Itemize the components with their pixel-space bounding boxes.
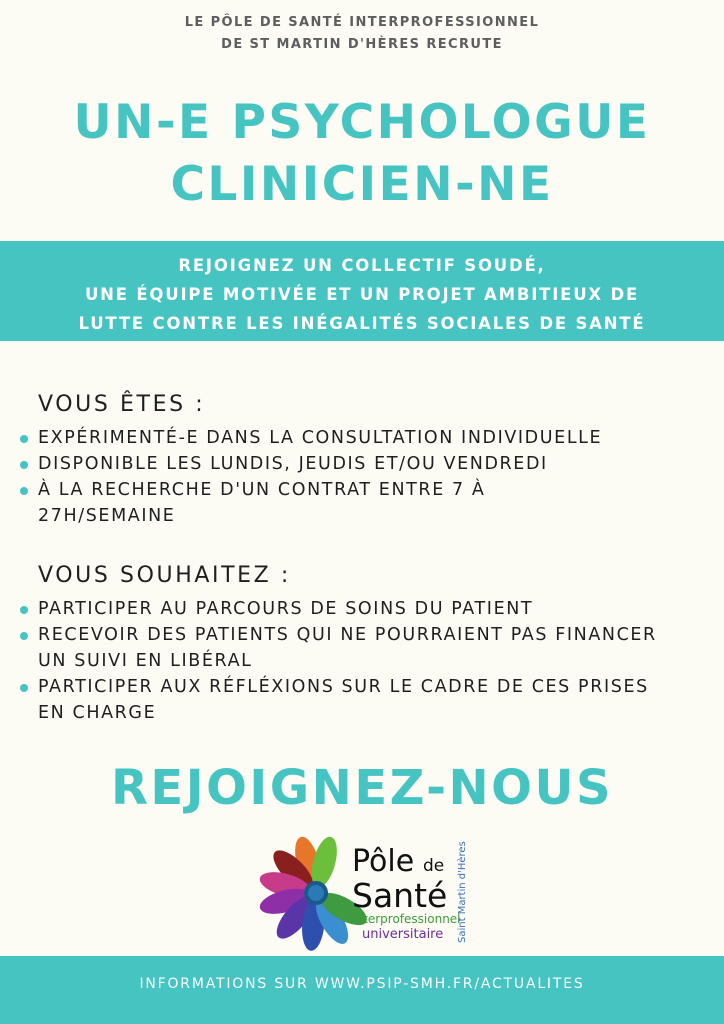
list-item: [18, 674, 678, 726]
flower-logo-icon: [258, 835, 478, 955]
header-line-1: LE PÔLE DE SANTÉ INTERPROFESSIONNEL: [184, 15, 540, 30]
bullet-dot-icon: [20, 606, 28, 614]
logo-word-de: de: [423, 856, 445, 876]
list-item: [18, 596, 708, 622]
footer-info-link[interactable]: INFORMATIONS SUR WWW.PSIP-SMH.FR/ACTUALITES: [139, 976, 585, 992]
vous-souhaitez-list: [18, 596, 708, 726]
bullet-dot-icon: [20, 632, 28, 640]
logo-word-pole: Pôle: [352, 844, 415, 879]
banner-line-1: REJOIGNEZ UN COLLECTIF SOUDÉ,: [178, 256, 546, 275]
logo-line-interpro: Interprofessionnel: [352, 912, 461, 926]
list-item-text: DISPONIBLE LES LUNDIS, JEUDIS ET/OU VENDREDI: [38, 454, 548, 474]
call-to-action: REJOIGNEZ-NOUS: [110, 760, 614, 816]
bullet-dot-icon: [20, 487, 28, 495]
list-item: [18, 622, 678, 674]
logo-line-universitaire: universitaire: [362, 927, 444, 942]
vous-etes-list: [18, 425, 708, 529]
section-title-vous-souhaitez: VOUS SOUHAITEZ :: [38, 563, 291, 588]
job-title-line-1: UN-E PSYCHOLOGUE: [73, 95, 651, 150]
list-item-text: À LA RECHERCHE D'UN CONTRAT ENTRE 7 À 27H/SEMAINE: [38, 480, 486, 526]
list-item: [18, 451, 708, 477]
bullet-dot-icon: [20, 461, 28, 469]
banner-line-3: LUTTE CONTRE LES INÉGALITÉS SOCIALES DE SANTÉ: [78, 314, 646, 333]
banner-line-2: UNE ÉQUIPE MOTIVÉE ET UN PROJET AMBITIEUX DE: [84, 285, 640, 304]
logo-vertical-text: Saint Martin d'Hères: [457, 841, 468, 943]
bullet-dot-icon: [20, 435, 28, 443]
pole-de-sante-logo: [258, 835, 478, 955]
list-item: [18, 477, 598, 529]
bullet-dot-icon: [20, 684, 28, 692]
header-line-2: DE ST MARTIN D'HÈRES RECRUTE: [221, 37, 503, 52]
banner-text: [0, 251, 724, 338]
recruiter-header: [0, 12, 724, 56]
list-item: [18, 425, 708, 451]
job-title-line-2: CLINICIEN-NE: [170, 157, 554, 212]
section-title-vous-etes: VOUS ÊTES :: [38, 392, 206, 417]
list-item-text: RECEVOIR DES PATIENTS QUI NE POURRAIENT PAS FINANCER UN SUIVI EN LIBÉRAL: [38, 625, 657, 671]
list-item-text: PARTICIPER AUX RÉFLÉXIONS SUR LE CADRE DE CES PRISES EN CHARGE: [38, 677, 649, 723]
list-item-text: PARTICIPER AU PARCOURS DE SOINS DU PATIENT: [38, 599, 534, 619]
logo-word-sante: Santé: [352, 876, 448, 915]
job-title: [0, 92, 724, 216]
list-item-text: EXPÉRIMENTÉ-E DANS LA CONSULTATION INDIVIDUELLE: [38, 428, 603, 448]
